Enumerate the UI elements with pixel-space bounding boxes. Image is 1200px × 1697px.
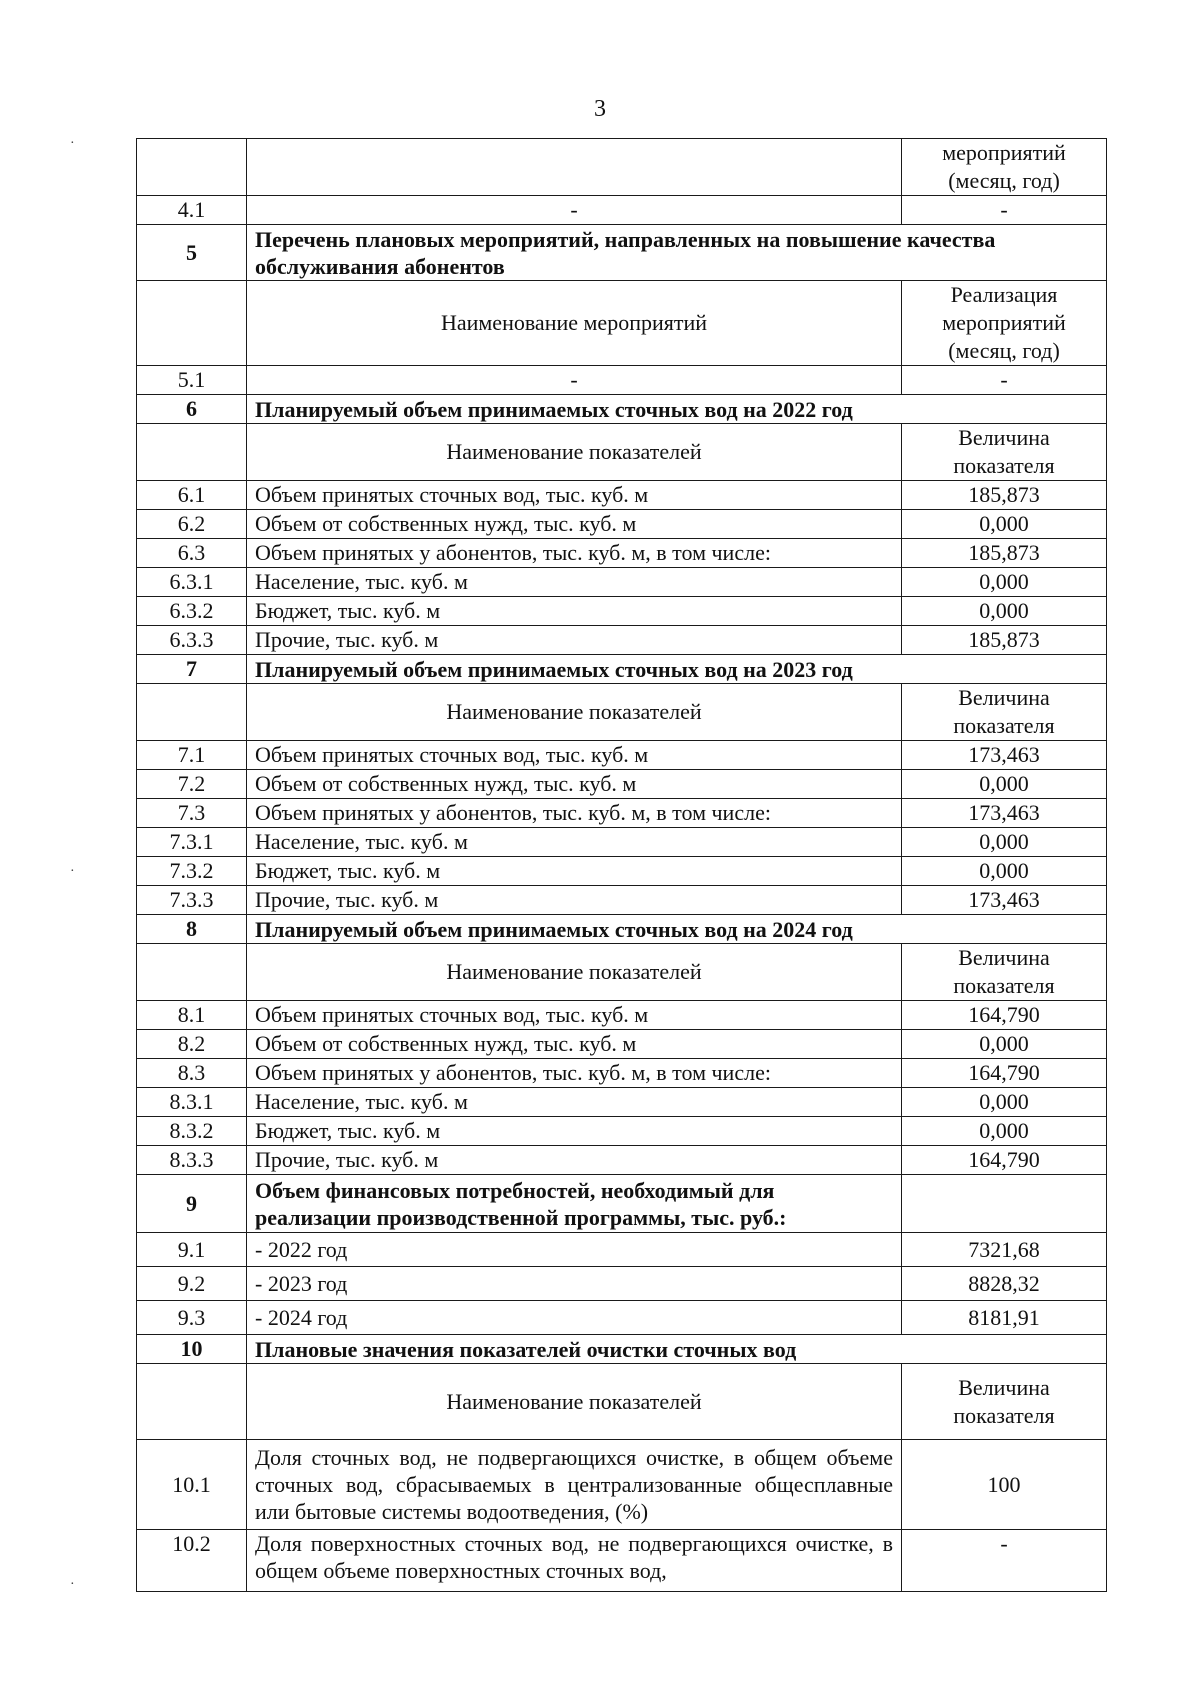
- value-header: мероприятий (месяц, год): [902, 139, 1107, 196]
- row-number: 7.3.3: [137, 886, 247, 915]
- page-number: 3: [594, 96, 606, 122]
- table-row: [137, 1117, 1107, 1146]
- section-number: 6: [137, 395, 247, 424]
- section-title: Планируемый объем принимаемых сточных вод на 2022 год: [247, 395, 1107, 424]
- row-value: 164,790: [902, 1001, 1107, 1030]
- value-header: Величина показателя: [902, 424, 1107, 481]
- table-row: [137, 539, 1107, 568]
- row-name: - 2024 год: [247, 1301, 902, 1335]
- table-row: [137, 568, 1107, 597]
- row-name: Объем принятых сточных вод, тыс. куб. м: [247, 481, 902, 510]
- column-header-row: [137, 944, 1107, 1001]
- section-title: Объем финансовых потребностей, необходимый для реализации производственной программы, тыс. руб.:: [247, 1175, 902, 1233]
- row-number: 8.3: [137, 1059, 247, 1088]
- program-table: [136, 138, 1107, 1592]
- table-cell: [247, 139, 902, 196]
- table-row: [137, 1059, 1107, 1088]
- row-number: 8.3.3: [137, 1146, 247, 1175]
- value-header: Реализация мероприятий (месяц, год): [902, 281, 1107, 366]
- table-row: [137, 828, 1107, 857]
- row-value: 0,000: [902, 1030, 1107, 1059]
- table-row: [137, 741, 1107, 770]
- row-name: Объем принятых у абонентов, тыс. куб. м, в том числе:: [247, 539, 902, 568]
- table-row: [137, 1030, 1107, 1059]
- row-name: Объем принятых сточных вод, тыс. куб. м: [247, 1001, 902, 1030]
- value-header: Величина показателя: [902, 944, 1107, 1001]
- table-cell: [137, 281, 247, 366]
- row-number: 6.1: [137, 481, 247, 510]
- table-row: [137, 799, 1107, 828]
- row-value: 173,463: [902, 799, 1107, 828]
- table-row: [137, 481, 1107, 510]
- name-header: Наименование показателей: [247, 684, 902, 741]
- row-number: 6.3.2: [137, 597, 247, 626]
- row-value: 0,000: [902, 510, 1107, 539]
- row-name: Бюджет, тыс. куб. м: [247, 597, 902, 626]
- row-number: 5.1: [137, 366, 247, 395]
- section-title-row: [137, 225, 1107, 281]
- row-value: -: [902, 366, 1107, 395]
- row-name: Объем от собственных нужд, тыс. куб. м: [247, 770, 902, 799]
- row-number: 6.3: [137, 539, 247, 568]
- row-number: 4.1: [137, 196, 247, 225]
- name-header: Наименование показателей: [247, 1364, 902, 1440]
- name-header: Наименование показателей: [247, 424, 902, 481]
- table-row: [137, 1001, 1107, 1030]
- section-title: Перечень плановых мероприятий, направленных на повышение качества обслуживания абонентов: [247, 225, 1107, 281]
- table-cell: [137, 139, 247, 196]
- table-row: [137, 1146, 1107, 1175]
- row-number: 8.3.2: [137, 1117, 247, 1146]
- table-cell: [137, 1364, 247, 1440]
- row-value: 0,000: [902, 597, 1107, 626]
- section-title-row: [137, 915, 1107, 944]
- row-name: -: [247, 196, 902, 225]
- row-value: 8828,32: [902, 1267, 1107, 1301]
- table-row: [137, 1088, 1107, 1117]
- row-number: 9.1: [137, 1233, 247, 1267]
- row-name: Прочие, тыс. куб. м: [247, 1146, 902, 1175]
- scan-mark: ·: [70, 864, 75, 879]
- table-row: [137, 886, 1107, 915]
- table-row: [137, 626, 1107, 655]
- row-value: 0,000: [902, 568, 1107, 597]
- column-header-row: [137, 424, 1107, 481]
- section-title-row: [137, 1335, 1107, 1364]
- row-name: Объем принятых сточных вод, тыс. куб. м: [247, 741, 902, 770]
- section-number: 5: [137, 225, 247, 281]
- table-row: [137, 1267, 1107, 1301]
- section-title-row: [137, 1175, 1107, 1233]
- row-number: 6.2: [137, 510, 247, 539]
- section-number: 8: [137, 915, 247, 944]
- section-title: Плановые значения показателей очистки сточных вод: [247, 1335, 1107, 1364]
- row-name: Население, тыс. куб. м: [247, 568, 902, 597]
- row-name: Население, тыс. куб. м: [247, 1088, 902, 1117]
- section-number: 9: [137, 1175, 247, 1233]
- row-name: Объем принятых у абонентов, тыс. куб. м, в том числе:: [247, 1059, 902, 1088]
- row-number: 6.3.3: [137, 626, 247, 655]
- row-value: 164,790: [902, 1059, 1107, 1088]
- table-row: [137, 366, 1107, 395]
- table-row: [137, 196, 1107, 225]
- row-value: 164,790: [902, 1146, 1107, 1175]
- row-value: 0,000: [902, 770, 1107, 799]
- row-name: -: [247, 366, 902, 395]
- section-number: 7: [137, 655, 247, 684]
- row-value: 173,463: [902, 741, 1107, 770]
- table-row: [137, 597, 1107, 626]
- row-number: 7.1: [137, 741, 247, 770]
- name-header: Наименование мероприятий: [247, 281, 902, 366]
- row-value: 185,873: [902, 539, 1107, 568]
- row-name: Доля поверхностных сточных вод, не подвергающихся очистке, в общем объеме поверхностных сточных вод,: [247, 1530, 902, 1592]
- row-number: 9.3: [137, 1301, 247, 1335]
- row-value: -: [902, 1530, 1107, 1592]
- section-number: 10: [137, 1335, 247, 1364]
- row-number: 10.1: [137, 1440, 247, 1530]
- row-number: 7.3.1: [137, 828, 247, 857]
- row-name: Объем от собственных нужд, тыс. куб. м: [247, 510, 902, 539]
- row-number: 8.2: [137, 1030, 247, 1059]
- table-row: [137, 770, 1107, 799]
- table-row: [137, 510, 1107, 539]
- row-name: Объем от собственных нужд, тыс. куб. м: [247, 1030, 902, 1059]
- section-title: Планируемый объем принимаемых сточных вод на 2023 год: [247, 655, 1107, 684]
- row-value: 185,873: [902, 626, 1107, 655]
- row-value: 0,000: [902, 1117, 1107, 1146]
- row-value: 0,000: [902, 1088, 1107, 1117]
- row-value: -: [902, 196, 1107, 225]
- row-value: 7321,68: [902, 1233, 1107, 1267]
- row-name: Население, тыс. куб. м: [247, 828, 902, 857]
- column-header-row: [137, 1364, 1107, 1440]
- row-number: 8.1: [137, 1001, 247, 1030]
- scan-mark: ·: [70, 136, 75, 151]
- row-value: 185,873: [902, 481, 1107, 510]
- row-value: 173,463: [902, 886, 1107, 915]
- section-title-row: [137, 655, 1107, 684]
- row-name: Бюджет, тыс. куб. м: [247, 1117, 902, 1146]
- table-cell: [137, 424, 247, 481]
- table-row: [137, 857, 1107, 886]
- continued-header-row: [137, 139, 1107, 196]
- row-name: - 2023 год: [247, 1267, 902, 1301]
- row-number: 7.3.2: [137, 857, 247, 886]
- row-name: Прочие, тыс. куб. м: [247, 886, 902, 915]
- row-number: 7.2: [137, 770, 247, 799]
- row-value: 0,000: [902, 828, 1107, 857]
- row-value: 100: [902, 1440, 1107, 1530]
- table-row: [137, 1233, 1107, 1267]
- row-value: 8181,91: [902, 1301, 1107, 1335]
- row-name: Объем принятых у абонентов, тыс. куб. м, в том числе:: [247, 799, 902, 828]
- row-name: Бюджет, тыс. куб. м: [247, 857, 902, 886]
- table-cell: [137, 944, 247, 1001]
- name-header: Наименование показателей: [247, 944, 902, 1001]
- row-number: 6.3.1: [137, 568, 247, 597]
- column-header-row: [137, 684, 1107, 741]
- section-title-row: [137, 395, 1107, 424]
- row-number: 9.2: [137, 1267, 247, 1301]
- column-header-row: [137, 281, 1107, 366]
- row-number: 10.2: [137, 1530, 247, 1592]
- table-row: [137, 1301, 1107, 1335]
- row-name: Доля сточных вод, не подвергающихся очистке, в общем объеме сточных вод, сбрасываемых в централизованные общесплавные или бытовые системы водоотведения, (%): [247, 1440, 902, 1530]
- row-number: 8.3.1: [137, 1088, 247, 1117]
- section-title: Планируемый объем принимаемых сточных вод на 2024 год: [247, 915, 1107, 944]
- table-row: [137, 1440, 1107, 1530]
- row-number: 7.3: [137, 799, 247, 828]
- scan-mark: ·: [70, 1577, 75, 1592]
- row-name: - 2022 год: [247, 1233, 902, 1267]
- value-header: Величина показателя: [902, 684, 1107, 741]
- table-cell: [137, 684, 247, 741]
- value-header: Величина показателя: [902, 1364, 1107, 1440]
- row-value: 0,000: [902, 857, 1107, 886]
- table-cell: [902, 1175, 1107, 1233]
- table-row: [137, 1530, 1107, 1592]
- row-name: Прочие, тыс. куб. м: [247, 626, 902, 655]
